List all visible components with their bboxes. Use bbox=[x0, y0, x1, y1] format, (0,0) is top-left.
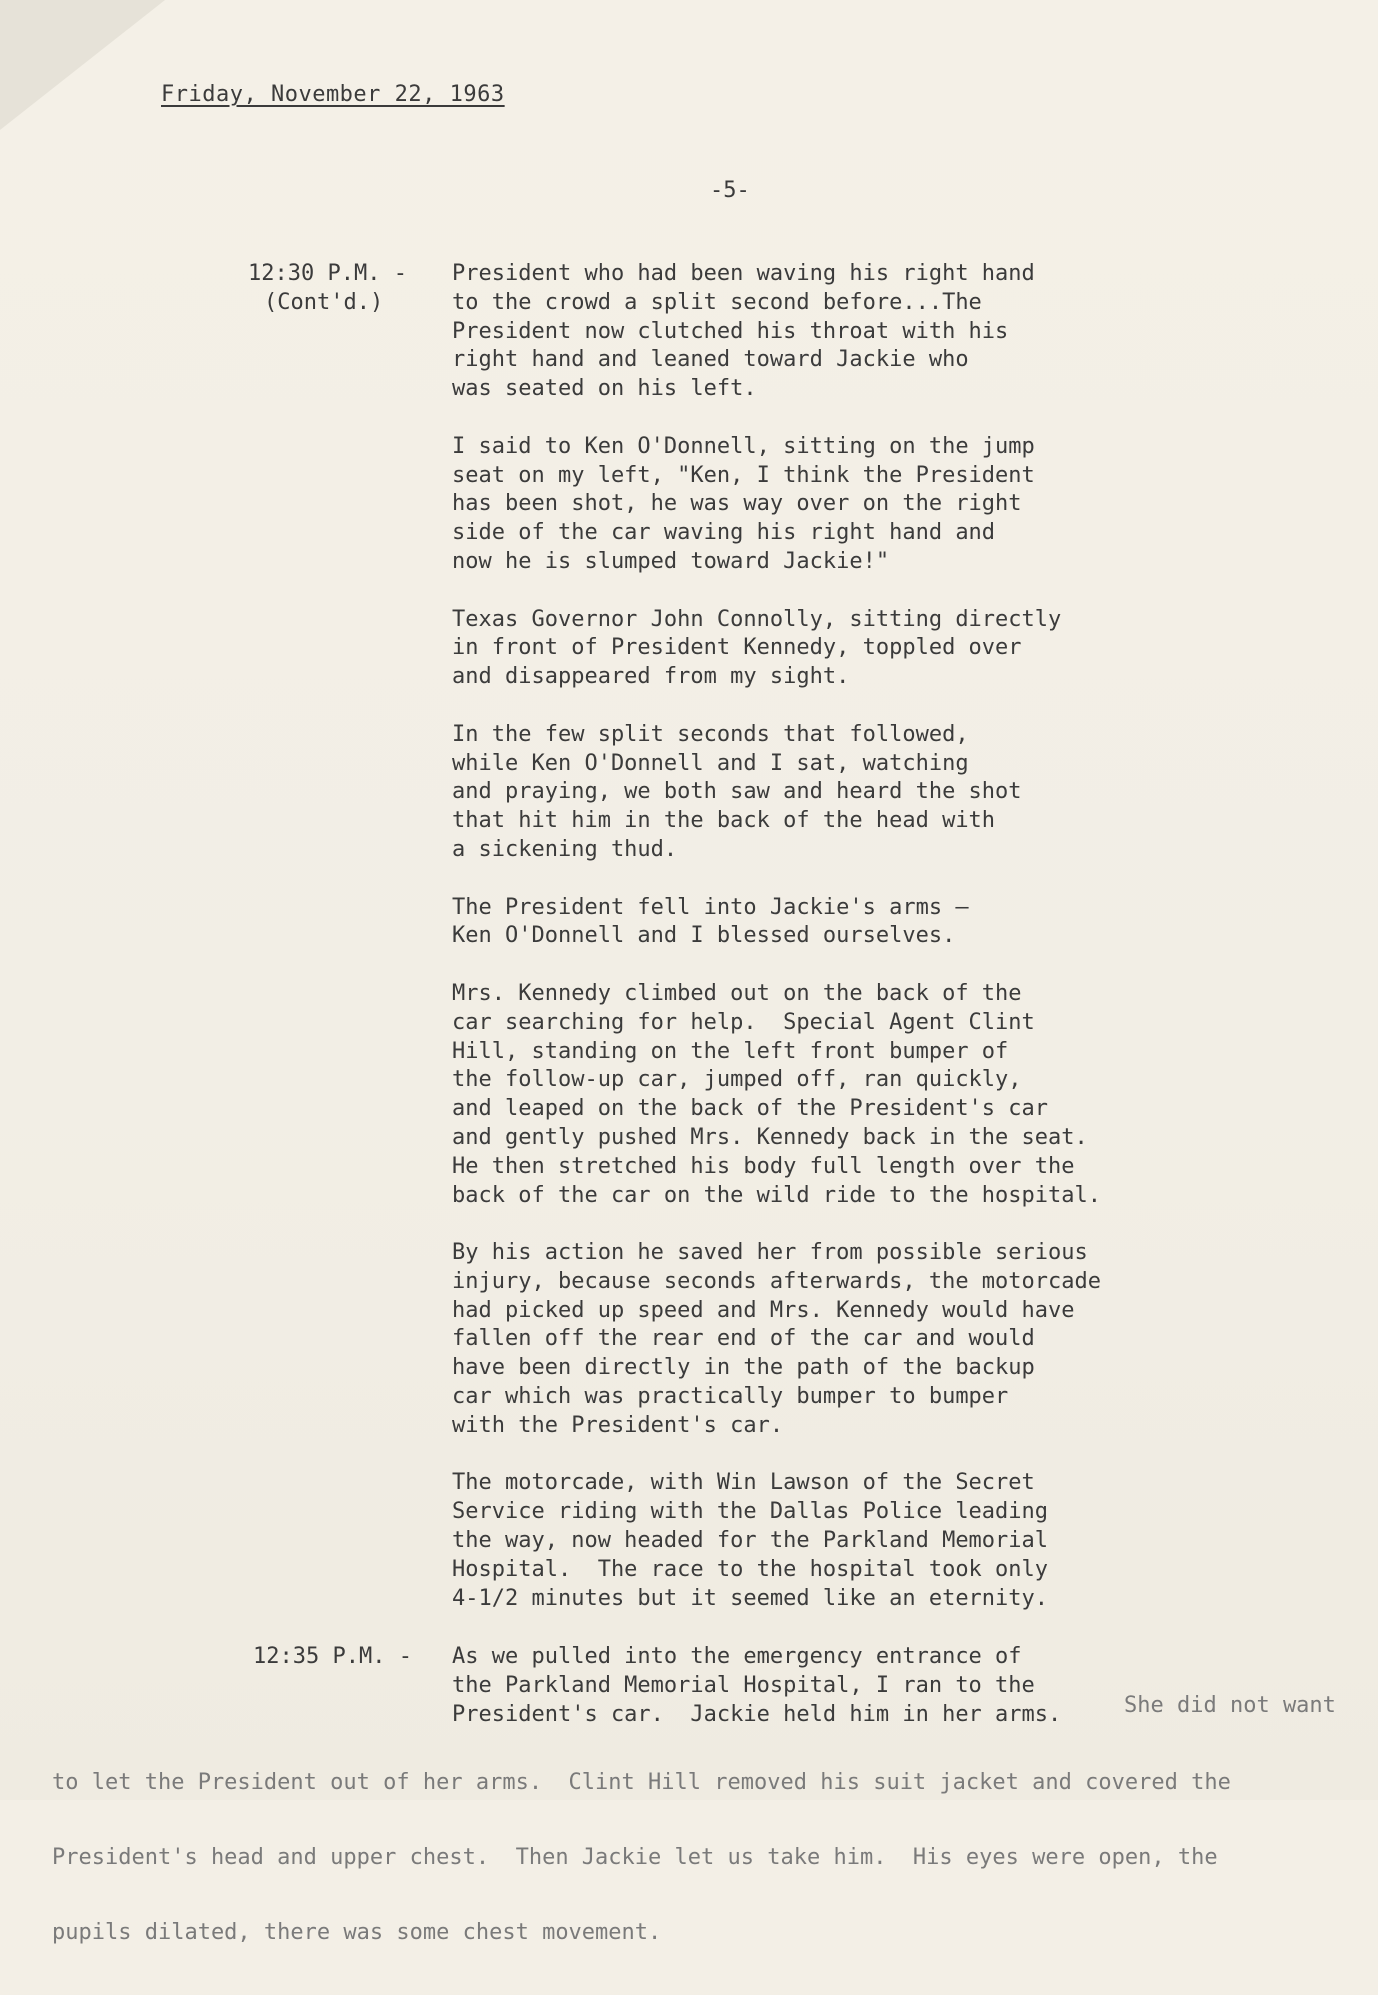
entry-body-1235 bbox=[452, 1643, 1061, 1729]
document-date: Friday, November 22, 1963 bbox=[161, 82, 505, 107]
text-line: President's head and upper chest. Then Jackie let us take him. His eyes were open, the bbox=[52, 1845, 1218, 1870]
text-line: Hospital. The race to the hospital took only bbox=[452, 1556, 1049, 1582]
paragraph bbox=[452, 433, 1101, 577]
text-line: seat on my left, "Ken, I think the President bbox=[452, 462, 1035, 488]
text-line: President now clutched his throat with his bbox=[452, 318, 1009, 344]
entry-body-1230 bbox=[452, 260, 1101, 1642]
text-line: fallen off the rear end of the car and would bbox=[452, 1326, 1035, 1352]
text-line: while Ken O'Donnell and I sat, watching bbox=[452, 750, 969, 776]
paragraph bbox=[452, 894, 1101, 952]
text-line: pupils dilated, there was some chest movement. bbox=[52, 1920, 662, 1945]
text-line: with the President's car. bbox=[452, 1412, 784, 1438]
text-line: The motorcade, with Win Lawson of the Secret bbox=[452, 1470, 1035, 1496]
text-line: the follow-up car, jumped off, ran quickly, bbox=[452, 1067, 1022, 1093]
entry-time-note: (Cont'd.) bbox=[264, 290, 384, 315]
text-line: that hit him in the back of the head with bbox=[452, 808, 996, 834]
folded-corner bbox=[0, 0, 165, 130]
text-line: the way, now headed for the Parkland Memorial bbox=[452, 1528, 1049, 1554]
paragraph bbox=[452, 260, 1101, 404]
text-line: now he is slumped toward Jackie!" bbox=[452, 548, 890, 574]
text-line: in front of President Kennedy, toppled over bbox=[452, 635, 1022, 661]
page-number: -5- bbox=[710, 178, 750, 203]
text-line: By his action he saved her from possible serious bbox=[452, 1240, 1088, 1266]
text-line: He then stretched his body full length over the bbox=[452, 1153, 1075, 1179]
text-line: to the crowd a split second before...The bbox=[452, 289, 982, 315]
paragraph bbox=[452, 1469, 1101, 1613]
text-line: and praying, we both saw and heard the shot bbox=[452, 779, 1022, 805]
text-line: Hill, standing on the left front bumper of bbox=[452, 1038, 1009, 1064]
text-line: Texas Governor John Connolly, sitting directly bbox=[452, 606, 1062, 632]
entry-time-1230: 12:30 P.M. - bbox=[248, 261, 407, 286]
paragraph bbox=[452, 980, 1101, 1210]
text-line: car searching for help. Special Agent Clint bbox=[452, 1009, 1035, 1035]
text-line: Service riding with the Dallas Police leading bbox=[452, 1499, 1049, 1525]
paragraph bbox=[452, 1239, 1101, 1441]
text-line: and disappeared from my sight. bbox=[452, 664, 850, 690]
text-line: have been directly in the path of the backup bbox=[452, 1355, 1035, 1381]
entry-time-1235: 12:35 P.M. - bbox=[253, 1644, 412, 1669]
text-line: was seated on his left. bbox=[452, 376, 757, 402]
paragraph bbox=[452, 606, 1101, 692]
text-line: side of the car waving his right hand and bbox=[452, 520, 996, 546]
text-line: car which was practically bumper to bumper bbox=[452, 1384, 1009, 1410]
text-line: had picked up speed and Mrs. Kennedy would have bbox=[452, 1297, 1075, 1323]
continuation-text bbox=[52, 1720, 1231, 1995]
text-line: 4-1/2 minutes but it seemed like an eternity. bbox=[452, 1585, 1049, 1611]
text-line: back of the car on the wild ride to the hospital. bbox=[452, 1182, 1102, 1208]
inline-continuation: She did not want bbox=[1124, 1693, 1336, 1718]
text-line: I said to Ken O'Donnell, sitting on the jump bbox=[452, 433, 1035, 459]
text-line: President's car. Jackie held him in her arms. bbox=[452, 1701, 1062, 1727]
text-line: right hand and leaned toward Jackie who bbox=[452, 347, 969, 373]
paragraph bbox=[452, 721, 1101, 865]
text-line: the Parkland Memorial Hospital, I ran to the bbox=[452, 1672, 1035, 1698]
text-line: Mrs. Kennedy climbed out on the back of the bbox=[452, 980, 1022, 1006]
text-line: and leaped on the back of the President's car bbox=[452, 1096, 1049, 1122]
text-line: As we pulled into the emergency entrance of bbox=[452, 1644, 1022, 1669]
text-line: to let the President out of her arms. Clint Hill removed his suit jacket and covered the bbox=[52, 1770, 1231, 1795]
text-line: injury, because seconds afterwards, the motorcade bbox=[452, 1268, 1102, 1294]
text-line: and gently pushed Mrs. Kennedy back in the seat. bbox=[452, 1124, 1088, 1150]
text-line: has been shot, he was way over on the right bbox=[452, 491, 1022, 517]
text-line: In the few split seconds that followed, bbox=[452, 721, 969, 747]
text-line: Ken O'Donnell and I blessed ourselves. bbox=[452, 923, 956, 949]
text-line: President who had been waving his right hand bbox=[452, 261, 1035, 286]
text-line: The President fell into Jackie's arms — bbox=[452, 894, 969, 920]
text-line: a sickening thud. bbox=[452, 836, 678, 862]
